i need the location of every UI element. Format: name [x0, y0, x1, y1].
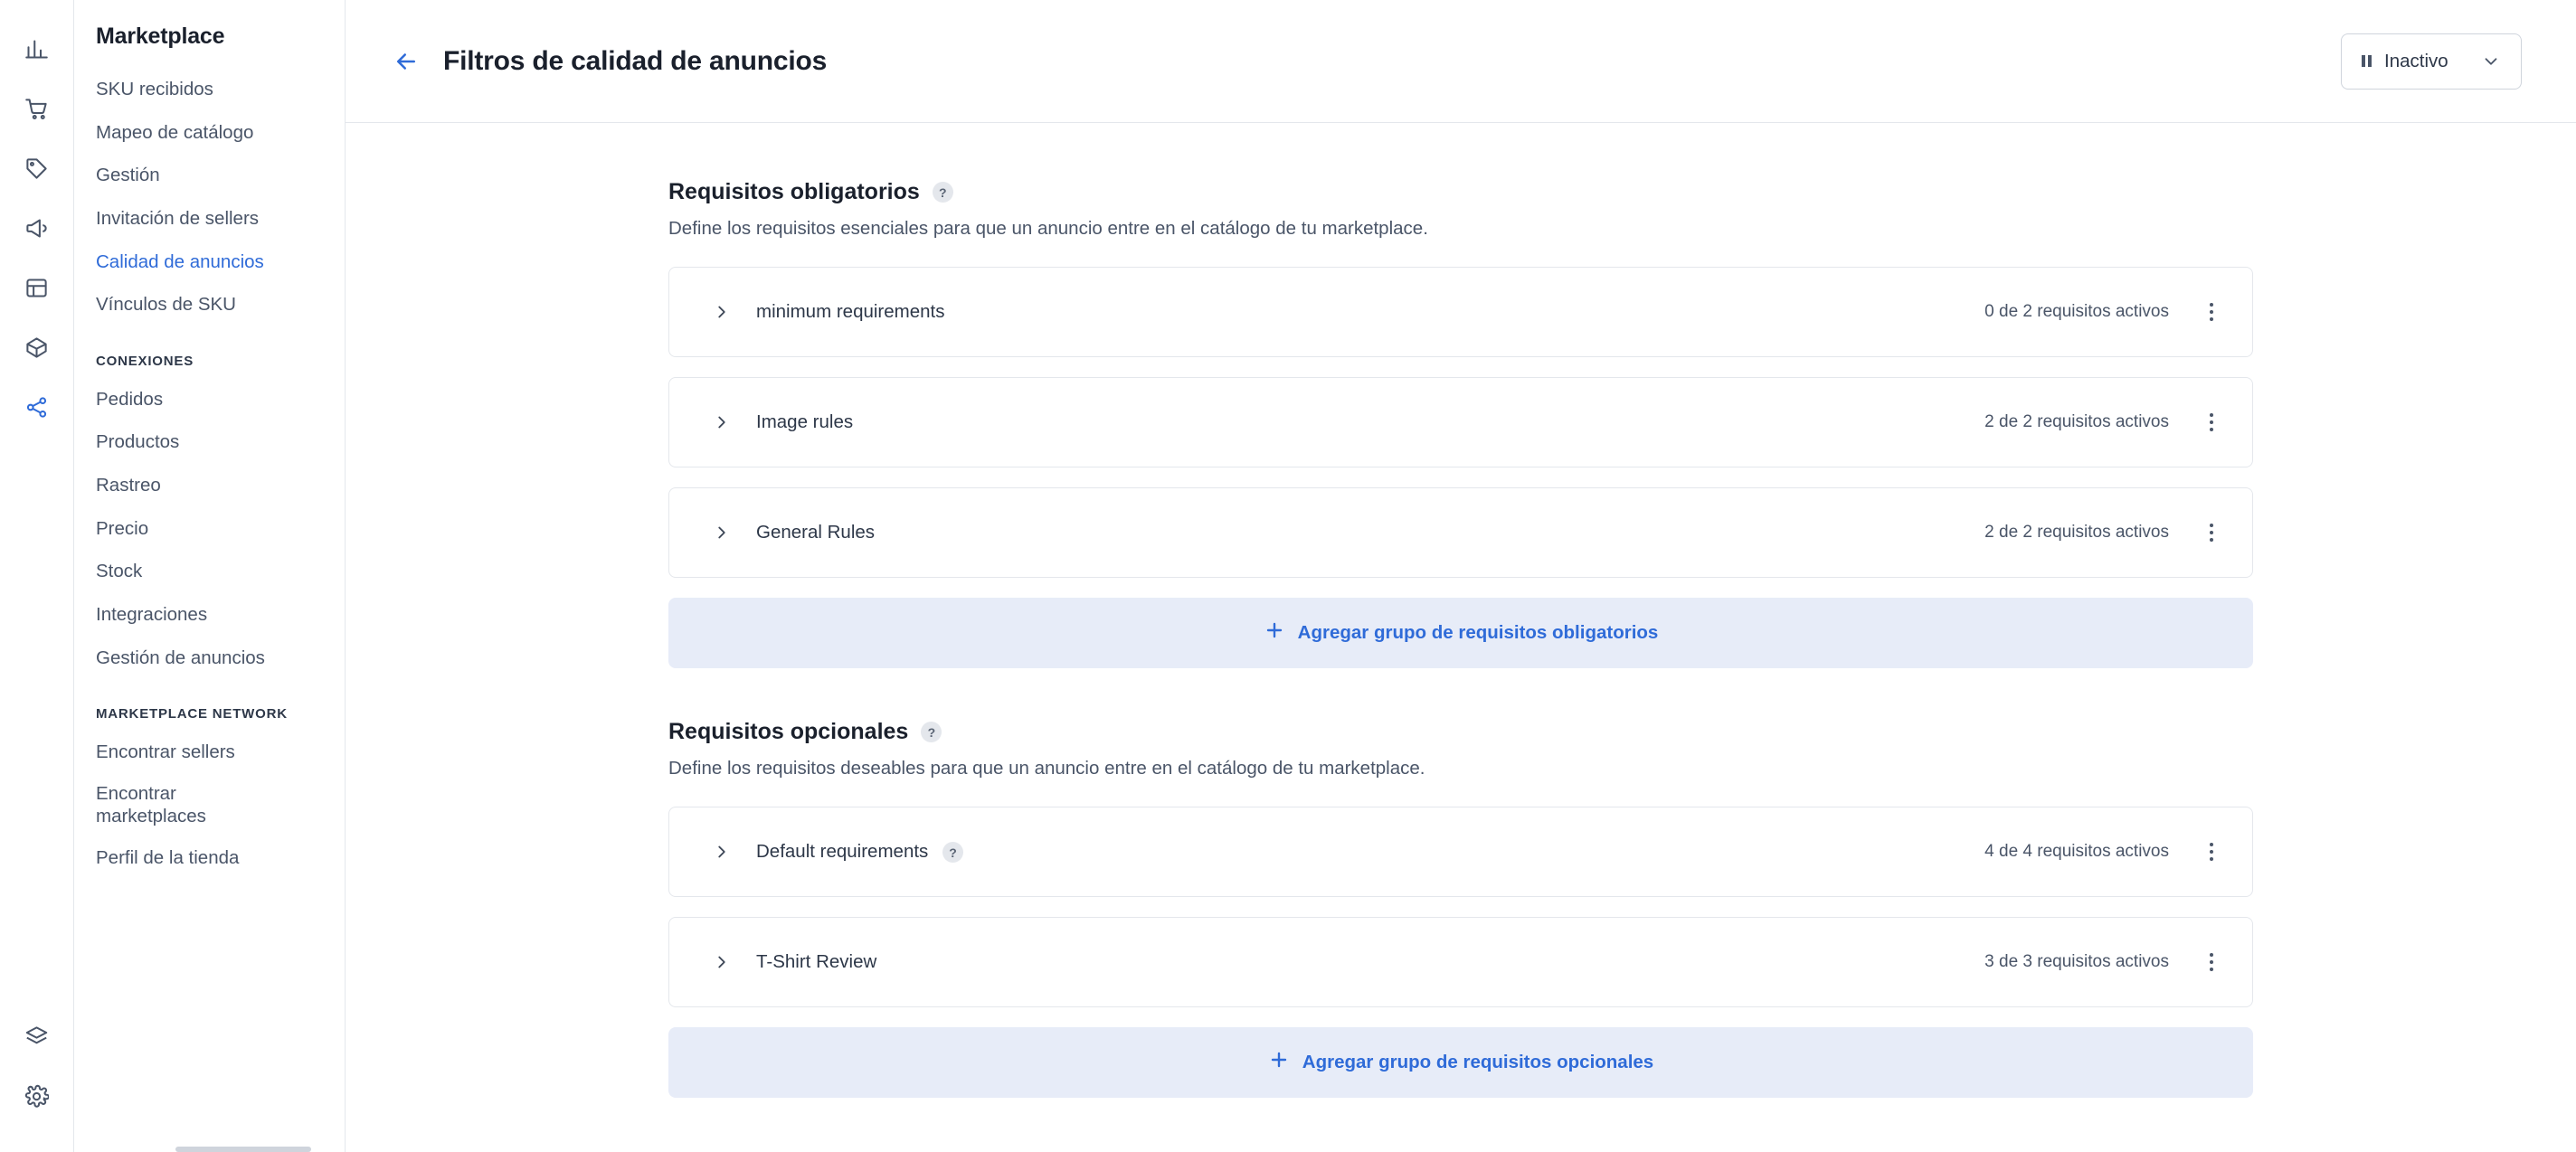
group-count: 4 de 4 requisitos activos	[1984, 842, 2169, 861]
sidebar-item-sku-recibidos[interactable]: SKU recibidos	[96, 79, 213, 99]
sidebar-title: Marketplace	[96, 24, 225, 49]
chevron-right-icon[interactable]	[709, 410, 734, 435]
sidebar-item-gestion[interactable]: Gestión	[96, 165, 160, 186]
chevron-right-icon[interactable]	[709, 949, 734, 975]
analytics-icon[interactable]	[14, 25, 61, 72]
content-inner	[668, 123, 2253, 1098]
chevron-right-icon[interactable]	[709, 520, 734, 545]
group-name: minimum requirements	[756, 301, 945, 322]
group-name-wrapper	[756, 841, 963, 863]
status-dropdown[interactable]	[2341, 33, 2522, 90]
chevron-down-icon	[2481, 52, 2501, 71]
sidebar-item-invitacion-de-sellers[interactable]: Invitación de sellers	[96, 207, 260, 229]
sidebar-item-productos[interactable]: Productos	[96, 431, 180, 453]
more-options-icon[interactable]	[2196, 515, 2227, 551]
layers-icon[interactable]	[14, 1013, 61, 1060]
table-row[interactable]	[668, 807, 2253, 897]
group-count: 0 de 2 requisitos activos	[1984, 302, 2169, 321]
cart-icon[interactable]	[14, 85, 61, 132]
status-dropdown-label: Inactivo	[2384, 50, 2448, 71]
more-options-icon[interactable]	[2196, 834, 2227, 870]
group-count: 2 de 2 requisitos activos	[1984, 523, 2169, 542]
sidebar-section-conexiones: CONEXIONES	[96, 353, 194, 369]
share-nodes-icon[interactable]	[14, 383, 61, 430]
more-options-icon[interactable]	[2196, 944, 2227, 980]
sidebar-item-pedidos[interactable]: Pedidos	[96, 388, 164, 410]
table-row[interactable]	[668, 267, 2253, 357]
add-optional-group-button[interactable]	[668, 1027, 2253, 1098]
section-description-optional: Define los requisitos deseables para que un anuncio entre en el catálogo de tu marketplace.	[668, 758, 1425, 779]
box-icon[interactable]	[14, 324, 61, 371]
sidebar-item-integraciones[interactable]: Integraciones	[96, 603, 208, 625]
sidebar-item-precio[interactable]: Precio	[96, 517, 149, 539]
sidebar-item-mapeo-de-catalogo[interactable]: Mapeo de catálogo	[96, 121, 254, 143]
sidebar-section-marketplace-network: MARKETPLACE NETWORK	[96, 706, 288, 722]
sidebar-item-encontrar-sellers[interactable]: Encontrar sellers	[96, 741, 235, 763]
icon-rail-bottom	[0, 1013, 73, 1132]
group-name: T-Shirt Review	[756, 951, 877, 972]
section-header-optional	[668, 719, 2253, 745]
group-count: 2 de 2 requisitos activos	[1984, 412, 2169, 431]
group-name: Image rules	[756, 411, 854, 432]
add-required-group-label: Agregar grupo de requisitos obligatorios	[1297, 622, 1659, 643]
add-required-group-button[interactable]	[668, 598, 2253, 668]
chevron-right-icon[interactable]	[709, 839, 734, 864]
chevron-right-icon[interactable]	[709, 299, 734, 325]
more-options-icon[interactable]	[2196, 404, 2227, 440]
plus-icon	[1264, 619, 1285, 647]
table-icon[interactable]	[14, 264, 61, 311]
plus-icon	[1268, 1049, 1290, 1076]
main-content	[346, 0, 2576, 1152]
arrow-left-icon[interactable]	[385, 41, 427, 82]
section-title-optional: Requisitos opcionales	[668, 719, 909, 744]
sidebar-item-stock[interactable]: Stock	[96, 561, 143, 582]
top-bar	[346, 0, 2576, 123]
table-row[interactable]	[668, 487, 2253, 578]
section-description-required: Define los requisitos esenciales para que un anuncio entre en el catálogo de tu marketplace.	[668, 218, 1428, 239]
group-name: Default requirements	[756, 840, 929, 862]
sidebar-scrollbar[interactable]	[175, 1147, 311, 1152]
section-title-required: Requisitos obligatorios	[668, 179, 920, 204]
add-optional-group-label: Agregar grupo de requisitos opcionales	[1302, 1052, 1654, 1072]
group-name: General Rules	[756, 522, 876, 543]
section-header-required	[668, 179, 2253, 205]
sidebar-item-calidad-de-anuncios[interactable]: Calidad de anuncios	[96, 250, 264, 272]
sidebar-item-vinculos-de-sku[interactable]: Vínculos de SKU	[96, 294, 236, 316]
gear-icon[interactable]	[14, 1072, 61, 1119]
group-count: 3 de 3 requisitos activos	[1984, 952, 2169, 971]
megaphone-icon[interactable]	[14, 204, 61, 251]
tag-icon[interactable]	[14, 145, 61, 192]
table-row[interactable]	[668, 917, 2253, 1007]
sidebar-item-rastreo[interactable]: Rastreo	[96, 475, 161, 496]
page-title: Filtros de calidad de anuncios	[443, 45, 828, 76]
sidebar-item-encontrar-marketplaces[interactable]: Encontrar marketplaces	[96, 782, 206, 827]
help-icon[interactable]: ?	[921, 722, 942, 742]
sidebar	[74, 0, 346, 1152]
icon-rail	[0, 0, 74, 1152]
sidebar-item-perfil-de-la-tienda[interactable]: Perfil de la tienda	[96, 847, 240, 868]
sidebar-item-gestion-de-anuncios[interactable]: Gestión de anuncios	[96, 647, 265, 668]
table-row[interactable]	[668, 377, 2253, 467]
help-icon[interactable]: ?	[942, 842, 963, 863]
more-options-icon[interactable]	[2196, 294, 2227, 330]
pause-icon	[2362, 55, 2372, 67]
content-scroll-area	[346, 123, 2576, 1152]
help-icon[interactable]: ?	[933, 182, 953, 203]
